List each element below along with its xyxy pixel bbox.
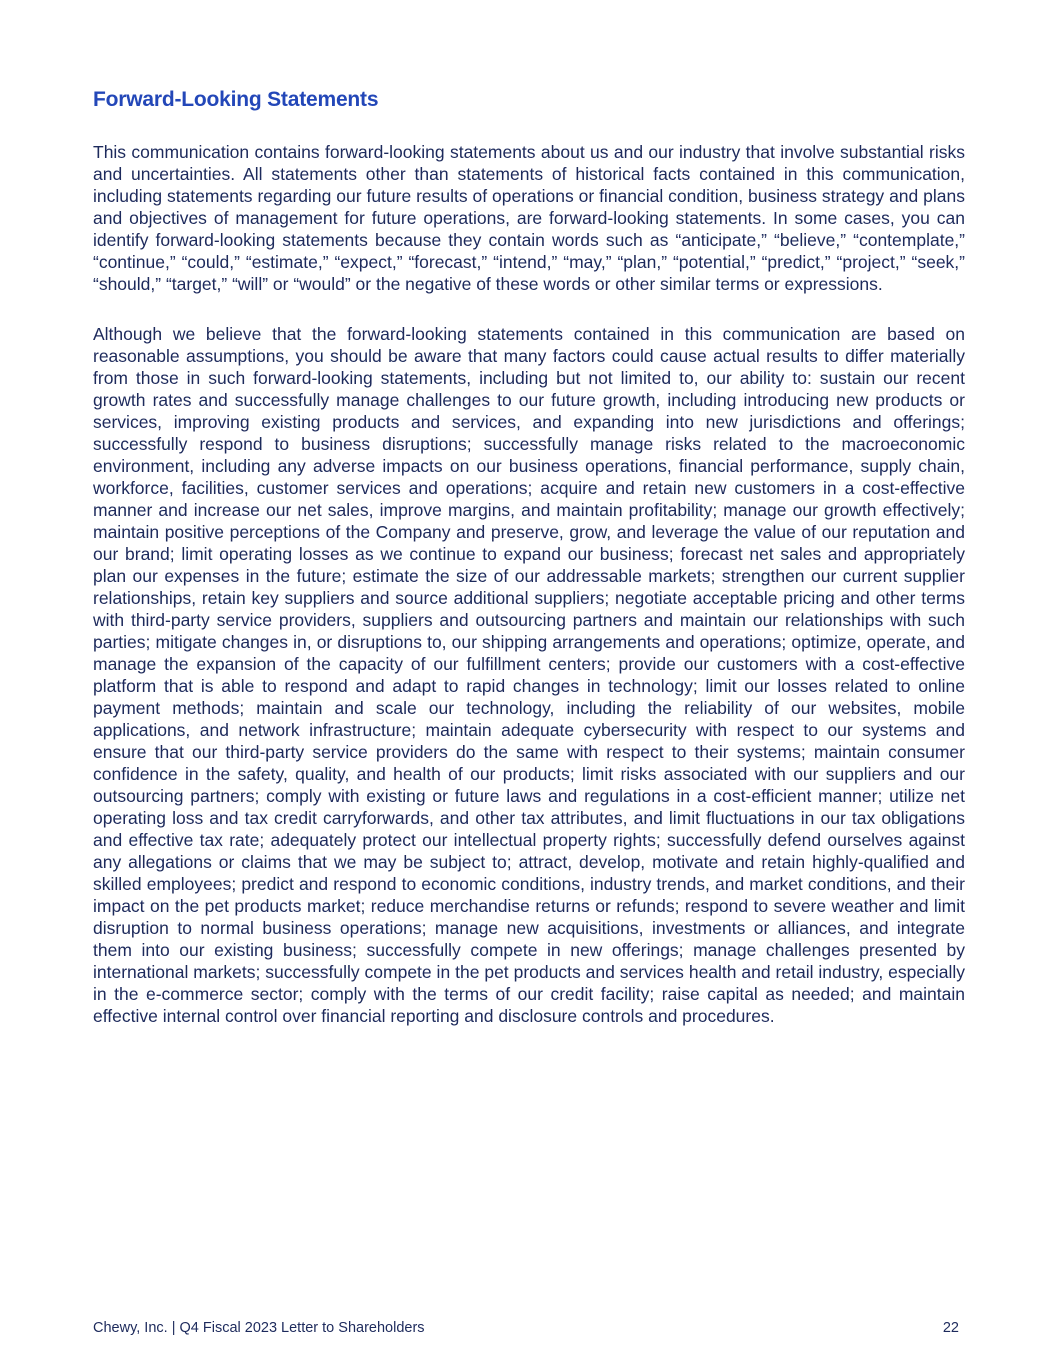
footer-page-number: 22 xyxy=(942,1320,959,1336)
paragraph-risk-factors: Although we believe that the forward-looking statements contained in this communication are based on reasonable assumptions, you should be aware that many factors could cause actual results to differ materially from those in such forward-looking statements, including but not limited to, our ability to: sustain our recent growth rates and successfully manage challenges to our future growth, including introducing new products or services, improving existing products and services, and expanding into new jurisdictions and offerings; successfully respond to business disruptions; successfully manage risks related to the macroeconomic environment, including any adverse impacts on our business operations, financial performance, supply chain, workforce, facilities, customer services and operations; acquire and retain new customers in a cost-effective manner and increase our net sales, improve margins, and maintain profitability; manage our growth effectively; maintain positive perceptions of the Company and preserve, grow, and leverage the value of our reputation and our brand; limit operating losses as we continue to expand our business; forecast net sales and appropriately plan our expenses in the future; estimate the size of our addressable markets; strengthen our current supplier relationships, retain key suppliers and source additional suppliers; negotiate acceptable pricing and other terms with third-party service providers, suppliers and outsourcing partners and maintain our relationships with such parties; mitigate changes in, or disruptions to, our shipping arrangements and operations; optimize, operate, and manage the expansion of the capacity of our fulfillment centers; provide our customers with a cost-effective platform that is able to respond and adapt to rapid changes in technology; limit our losses related to online payment methods; maintain and scale our technology, including the reliability of our websites, mobile applications, and network infrastructure; maintain adequate cybersecurity with respect to our systems and ensure that our third-party service providers do the same with respect to their systems; maintain consumer confidence in the safety, quality, and health of our products; limit risks associated with our suppliers and our outsourcing partners; comply with existing or future laws and regulations in a cost-efficient manner; utilize net operating loss and tax credit carryforwards, and other tax attributes, and limit fluctuations in our tax obligations and effective tax rate; adequately protect our intellectual property rights; successfully defend ourselves against any allegations or claims that we may be subject to; attract, develop, motivate and retain highly-qualified and skilled employees; predict and respond to economic conditions, industry trends, and market conditions, and their impact on the pet products market; reduce merchandise returns or refunds; respond to severe weather and limit disruption to normal business operations; manage new acquisitions, investments or alliances, and integrate them into our existing business; successfully compete in new offerings; manage challenges presented by international markets; successfully compete in the pet products and services health and retail industry, especially in the e-commerce sector; comply with the terms of our credit facility; raise capital as needed; and maintain effective internal control over financial reporting and disclosure controls and procedures. xyxy=(93,324,965,1026)
document-body xyxy=(93,86,965,1055)
section-heading: Forward-Looking Statements xyxy=(93,88,379,111)
footer-document-title: Chewy, Inc. | Q4 Fiscal 2023 Letter to Shareholders xyxy=(93,1320,425,1336)
paragraph-intro: This communication contains forward-looking statements about us and our industry that involve substantial risks and uncertainties. All statements other than statements of historical facts contained in this communication, including statements regarding our future results of operations or financial condition, business strategy and plans and objectives of management for future operations, are forward-looking statements. In some cases, you can identify forward-looking statements because they contain words such as “anticipate,” “believe,” “contemplate,” “continue,” “could,” “estimate,” “expect,” “forecast,” “intend,” “may,” “plan,” “potential,” “predict,” “project,” “seek,” “should,” “target,” “will” or “would” or the negative of these words or other similar terms or expressions. xyxy=(93,142,965,294)
